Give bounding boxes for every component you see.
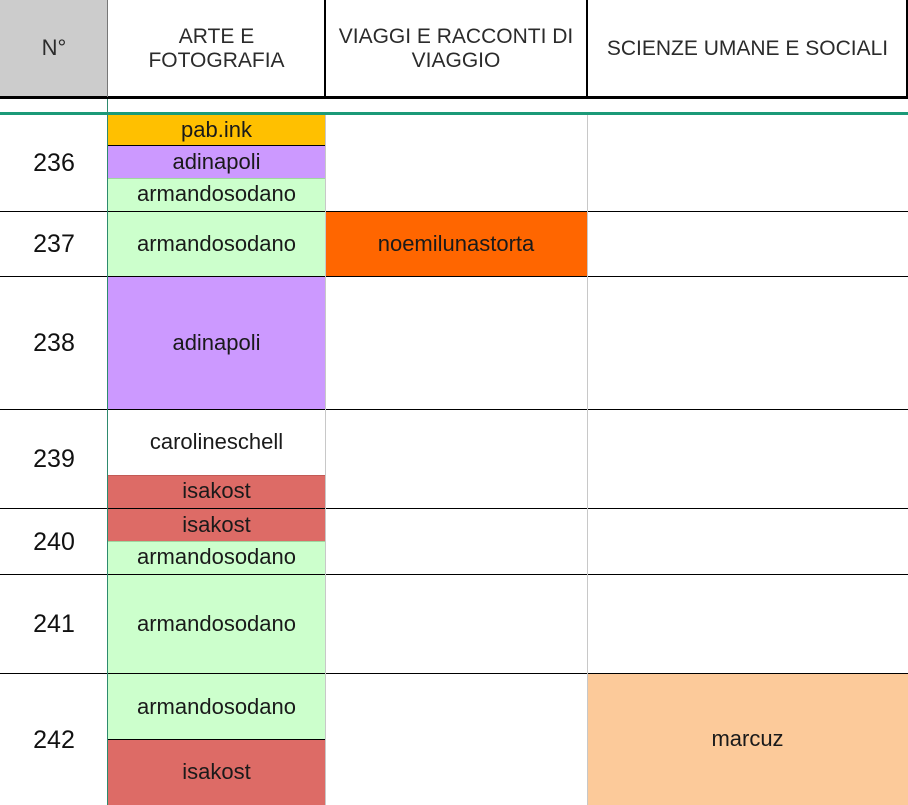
column-header-viaggi[interactable]: VIAGGI E RACCONTI DI VIAGGIO [338, 24, 574, 72]
scienze-cell[interactable] [587, 277, 908, 409]
column-border [324, 0, 326, 97]
row-number[interactable]: 242 [33, 725, 75, 754]
hidden-row-strip [0, 99, 908, 112]
arte-cell[interactable]: armandosodano [108, 674, 325, 740]
arte-cell[interactable]: armandosodano [108, 178, 325, 211]
subcell-border [108, 541, 325, 542]
row-number[interactable]: 236 [33, 149, 75, 177]
header-bottom-border [0, 96, 908, 99]
column-border [325, 115, 326, 805]
arte-cell[interactable]: isakost [108, 740, 325, 805]
row-border [0, 673, 908, 674]
row-number[interactable]: 239 [33, 445, 75, 473]
row-border [0, 409, 908, 410]
subcell-border [108, 178, 325, 179]
viaggi-cell[interactable] [325, 410, 587, 508]
column-border [587, 115, 588, 805]
freeze-pane-line[interactable] [0, 112, 908, 115]
column-header-scienze[interactable]: SCIENZE UMANE E SOCIALI [606, 36, 889, 60]
subcell-border [108, 739, 325, 740]
arte-cell[interactable]: armandosodano [108, 212, 325, 276]
arte-cell[interactable]: armandosodano [108, 541, 325, 574]
column-header-number[interactable]: N° [0, 0, 108, 97]
scienze-cell[interactable] [587, 410, 908, 508]
row-number[interactable]: 237 [33, 230, 75, 258]
scienze-cell[interactable] [587, 115, 908, 211]
viaggi-cell[interactable] [325, 115, 587, 211]
row-border [0, 574, 908, 575]
viaggi-cell[interactable] [325, 674, 587, 805]
column-border [586, 0, 588, 97]
viaggi-cell[interactable] [325, 277, 587, 409]
scienze-cell[interactable] [587, 575, 908, 673]
scienze-cell[interactable] [587, 212, 908, 276]
arte-cell[interactable]: isakost [108, 509, 325, 541]
row-border [0, 276, 908, 277]
scienze-cell[interactable] [587, 509, 908, 574]
arte-cell[interactable]: pab.ink [108, 115, 325, 146]
arte-cell[interactable]: adinapoli [108, 277, 325, 409]
row-number[interactable]: 238 [33, 329, 75, 357]
row-border [0, 508, 908, 509]
viaggi-cell[interactable] [325, 509, 587, 574]
column-border [107, 0, 108, 97]
subcell-border [108, 475, 325, 476]
viaggi-cell[interactable] [325, 575, 587, 673]
arte-cell[interactable]: armandosodano [108, 575, 325, 673]
viaggi-cell[interactable]: noemilunastorta [325, 212, 587, 276]
scienze-cell[interactable]: marcuz [587, 674, 908, 805]
row-border [0, 211, 908, 212]
arte-cell[interactable]: adinapoli [108, 146, 325, 178]
subcell-border [108, 145, 325, 146]
column-border [107, 99, 108, 805]
row-number[interactable]: 241 [33, 610, 75, 638]
arte-cell[interactable]: carolineschell [108, 410, 325, 475]
arte-cell[interactable]: isakost [108, 475, 325, 508]
row-number[interactable]: 240 [33, 527, 75, 556]
column-header-arte[interactable]: ARTE E FOTOGRAFIA [148, 24, 285, 72]
